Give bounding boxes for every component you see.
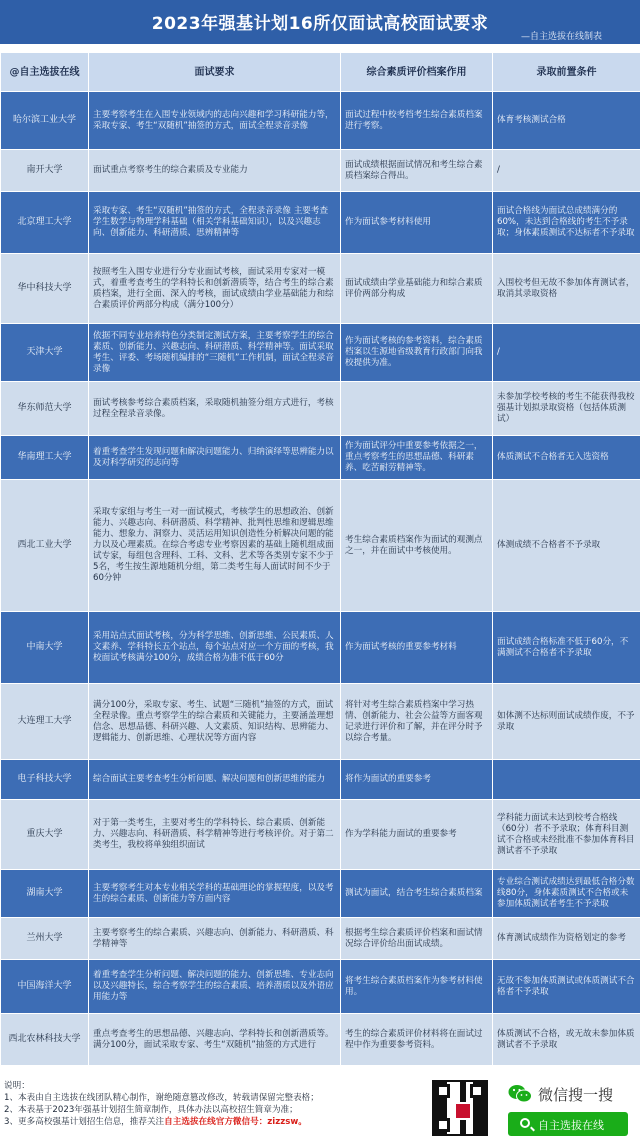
school-cell: 北京理工大学 bbox=[1, 192, 89, 254]
column-header-portfolio: 综合素质评价档案作用 bbox=[341, 53, 493, 92]
maker-credit: —自主选拔在线制表 bbox=[520, 32, 602, 42]
portfolio-cell: 根据考生综合素质评价档案和面试情况综合评价给出面试成绩。 bbox=[341, 918, 493, 960]
page-title: 2023年强基计划16所仅面试高校面试要求 bbox=[151, 14, 489, 34]
wechat-account-label: 自主选拔在线 bbox=[538, 1119, 604, 1132]
portfolio-cell: 作为学科能力面试的重要参考 bbox=[341, 800, 493, 870]
table-row bbox=[1, 150, 640, 192]
table-row bbox=[1, 800, 640, 870]
precondition-cell: 未参加学校考核的考生不能获得我校强基计划拟录取资格（包括体质测试） bbox=[493, 382, 640, 436]
portfolio-cell: 作为面试评分中重要参考依据之一，重点考察考生的思想品德、科研素养、吃苦耐劳精神等。 bbox=[341, 436, 493, 480]
note-3-prefix: 3、更多高校强基计划招生信息，推荐关注 bbox=[4, 1117, 165, 1127]
requirement-cell: 采用站点式面试考核，分为科学思维、创新思维、公民素质、人文素养、学科特长五个站点，每个站点对应一个方面的考核，我校面试考核满分100分，成绩合格为准不低于60分 bbox=[89, 612, 341, 684]
table-row bbox=[1, 870, 640, 918]
precondition-cell: / bbox=[493, 150, 640, 192]
portfolio-cell: 作为面试考核的重要参考材料 bbox=[341, 612, 493, 684]
column-header-requirement: 面试要求 bbox=[89, 53, 341, 92]
portfolio-cell: 作为面试参考材料使用 bbox=[341, 192, 493, 254]
note-2: 2、本表基于2023年强基计划招生简章制作，具体办法以高校招生简章为准； bbox=[4, 1105, 298, 1115]
portfolio-cell: 考生的综合素质评价材料将在面试过程中作为重要参考资料。 bbox=[341, 1014, 493, 1066]
requirement-cell: 满分100分，采取专家、考生、试题“三随机”抽签的方式，面试全程录像。重点考察学生的综合素质和关键能力，主要涵盖理想信念、思想品德、科研兴趣、人文素质、知识结构、思辨能力、逻辑能力、创新思维、心理状况等方面内容 bbox=[89, 684, 341, 760]
portfolio-cell: 将作为面试的重要参考 bbox=[341, 760, 493, 800]
precondition-cell: 体质测试不合格者无入选资格 bbox=[493, 436, 640, 480]
portfolio-cell: 面试成绩由学业基础能力和综合素质评价两部分构成 bbox=[341, 254, 493, 324]
requirement-cell: 着重考查学生分析问题、解决问题的能力、创新思维、专业志向以及兴趣特长，综合考察学生的综合素质、培养潜质以及外语应用能力等 bbox=[89, 960, 341, 1014]
school-cell: 电子科技大学 bbox=[1, 760, 89, 800]
qr-code bbox=[432, 1080, 488, 1136]
table-row bbox=[1, 684, 640, 760]
footer bbox=[0, 1076, 640, 1141]
table-row bbox=[1, 324, 640, 382]
precondition-cell: / bbox=[493, 324, 640, 382]
table-row bbox=[1, 480, 640, 612]
school-cell: 哈尔滨工业大学 bbox=[1, 92, 89, 150]
qr-finder-top-left bbox=[436, 1084, 450, 1098]
precondition-cell: 体质测试不合格，或无故未参加体质测试者不予录取 bbox=[493, 1014, 640, 1066]
precondition-cell: 体育测试成绩作为资格划定的参考 bbox=[493, 918, 640, 960]
school-cell: 南开大学 bbox=[1, 150, 89, 192]
requirement-cell: 依据不同专业培养特色分类制定测试方案，主要考察学生的综合素质、创新能力、兴趣志向、科研潜质、科学精神等。面试采取考生、评委、考场随机编排的“三随机”工作机制，面试全程录音录像 bbox=[89, 324, 341, 382]
precondition-cell: 体育考核测试合格 bbox=[493, 92, 640, 150]
requirement-cell: 主要考察考生对本专业相关学科的基础理论的掌握程度，以及考生的综合素质、创新能力等方面内容 bbox=[89, 870, 341, 918]
table-row bbox=[1, 382, 640, 436]
table-row bbox=[1, 960, 640, 1014]
school-cell: 重庆大学 bbox=[1, 800, 89, 870]
portfolio-cell: 将考生综合素质档案作为参考材料使用。 bbox=[341, 960, 493, 1014]
school-cell: 西北农林科技大学 bbox=[1, 1014, 89, 1066]
note-1: 1、本表由自主选拔在线团队精心制作，谢绝随意篡改修改，转载请保留完整表格； bbox=[4, 1093, 319, 1103]
portfolio-cell: 面试过程中校考档考生综合素质档案进行考察。 bbox=[341, 92, 493, 150]
precondition-cell: 无故不参加体质测试或体质测试不合格者不予录取 bbox=[493, 960, 640, 1014]
table-row bbox=[1, 760, 640, 800]
school-cell: 华南理工大学 bbox=[1, 436, 89, 480]
requirement-cell: 按照考生入围专业进行分专业面试考核，面试采用专家对一模式，着重考查考生的学科特长和创新潜质等，结合考生的综合素质档案，进行全面、深入的考核，面试成绩由学业基础能力和综合素质评价两部分构成（满分100分） bbox=[89, 254, 341, 324]
note-3 bbox=[4, 1116, 424, 1128]
precondition-cell: 面试合格线为面试总成绩满分的60%，未达到合格线的考生不予录取；身体素质测试不达标者不予录取 bbox=[493, 192, 640, 254]
requirement-cell: 对于第一类考生，主要对考生的学科特长、综合素质、创新能力、兴趣志向、科研潜质、科学精神等进行考核评价。对于第二类考生，我校将单独组织面试 bbox=[89, 800, 341, 870]
portfolio-cell: 作为面试考核的参考资料，综合素质档案以生源地省级教育行政部门向我校提供为准。 bbox=[341, 324, 493, 382]
column-header-precondition: 录取前置条件 bbox=[493, 53, 640, 92]
precondition-cell: 如体测不达标则面试成绩作废，不予录取 bbox=[493, 684, 640, 760]
table-row bbox=[1, 612, 640, 684]
table-row bbox=[1, 1014, 640, 1066]
requirement-cell: 重点考查考生的思想品德、兴趣志向、学科特长和创新潜质等。满分100分，面试采取专家、考生“双随机”抽签的方式进行 bbox=[89, 1014, 341, 1066]
school-cell: 西北工业大学 bbox=[1, 480, 89, 612]
requirement-cell: 面试考核参考综合素质档案，采取随机抽签分组方式进行，考核过程全程录音录像。 bbox=[89, 382, 341, 436]
school-cell: 大连理工大学 bbox=[1, 684, 89, 760]
wechat-icon bbox=[508, 1084, 532, 1104]
table-row bbox=[1, 918, 640, 960]
column-header-school: @自主选拔在线 bbox=[1, 53, 89, 92]
precondition-cell: 入围校考但无故不参加体育测试者，取消其录取资格 bbox=[493, 254, 640, 324]
portfolio-cell: 测试为面试，结合考生综合素质档案 bbox=[341, 870, 493, 918]
table-row bbox=[1, 254, 640, 324]
requirement-cell: 主要考察考生在入围专业领域内的志向兴趣和学习科研能力等，采取专家、考生“双随机”抽签的方式，面试全程录音录像 bbox=[89, 92, 341, 150]
table-row bbox=[1, 192, 640, 254]
wechat-account-button[interactable] bbox=[508, 1112, 628, 1136]
portfolio-cell bbox=[341, 382, 493, 436]
wechat-search-label: 微信搜一搜 bbox=[538, 1086, 614, 1104]
precondition-cell: 学科能力面试未达到校考合格线（60分）者不予录取；体育科目测试不合格或未经批准不参加体育科目测试者不予录取 bbox=[493, 800, 640, 870]
requirement-cell: 采取专家组与考生一对一面试模式，考核学生的思想政治、创新能力、兴趣志向、科研潜质、科学精神、批判性思维和逻辑思维能力、想象力、洞察力、灵活运用知识创造性分析解决问题的能力以及心理素质。在综合考虑专业考察因素的基础上随机组成面试专家，每组包含理科、工科、文科、艺术等各类别专家不少于5名，考生按生源地随机分组，第二类考生每人面试时间不少于60分钟 bbox=[89, 480, 341, 612]
precondition-cell: 体测成绩不合格者不予录取 bbox=[493, 480, 640, 612]
school-cell: 天津大学 bbox=[1, 324, 89, 382]
precondition-cell: 面试成绩合格标准不低于60分，不满测试不合格者不予录取 bbox=[493, 612, 640, 684]
requirement-cell: 着重考查学生发现问题和解决问题能力、归纳演绎等思辨能力以及对科学研究的志向等 bbox=[89, 436, 341, 480]
requirement-cell: 采取专家、考生“双随机”抽签的方式，全程录音录像 主要考查学生数学与物理学科基础（相关学科基础知识），以及兴趣志向、创新能力、科研潜质、思辨精神等 bbox=[89, 192, 341, 254]
requirement-cell: 综合面试主要考查考生分析问题、解决问题和创新思维的能力 bbox=[89, 760, 341, 800]
school-cell: 中国海洋大学 bbox=[1, 960, 89, 1014]
school-cell: 华东师范大学 bbox=[1, 382, 89, 436]
table-header-row bbox=[1, 53, 640, 92]
qr-finder-top-right bbox=[470, 1084, 484, 1098]
title-bar bbox=[0, 0, 640, 44]
table-row bbox=[1, 92, 640, 150]
note-3-highlight: 自主选拔在线官方微信号：zizzsw。 bbox=[164, 1117, 307, 1127]
school-cell: 华中科技大学 bbox=[1, 254, 89, 324]
school-cell: 中南大学 bbox=[1, 612, 89, 684]
requirement-cell: 主要考察考生的综合素质、兴趣志向、创新能力、科研潜质、科学精神等 bbox=[89, 918, 341, 960]
precondition-cell: 专业综合测试成绩达到最低合格分数线80分，身体素质测试不合格或未参加体质测试者考生不予录取 bbox=[493, 870, 640, 918]
qr-finder-bottom-left bbox=[436, 1118, 450, 1132]
portfolio-cell: 考生综合素质档案作为面试的观测点之一，并在面试中考核使用。 bbox=[341, 480, 493, 612]
requirement-cell: 面试重点考察考生的综合素质及专业能力 bbox=[89, 150, 341, 192]
school-cell: 兰州大学 bbox=[1, 918, 89, 960]
search-icon bbox=[520, 1118, 530, 1128]
interview-requirements-table bbox=[0, 52, 640, 1066]
notes bbox=[4, 1080, 424, 1128]
school-cell: 湖南大学 bbox=[1, 870, 89, 918]
qr-logo bbox=[454, 1102, 472, 1120]
table-row bbox=[1, 436, 640, 480]
portfolio-cell: 将针对考生综合素质档案中学习热情、创新能力、社会公益等方面客观记录进行评价和了解，并在评分时予以综合考量。 bbox=[341, 684, 493, 760]
precondition-cell bbox=[493, 760, 640, 800]
portfolio-cell: 面试成绩根据面试情况和考生综合素质档案综合得出。 bbox=[341, 150, 493, 192]
notes-title: 说明： bbox=[4, 1081, 30, 1091]
table-body bbox=[1, 92, 640, 1066]
